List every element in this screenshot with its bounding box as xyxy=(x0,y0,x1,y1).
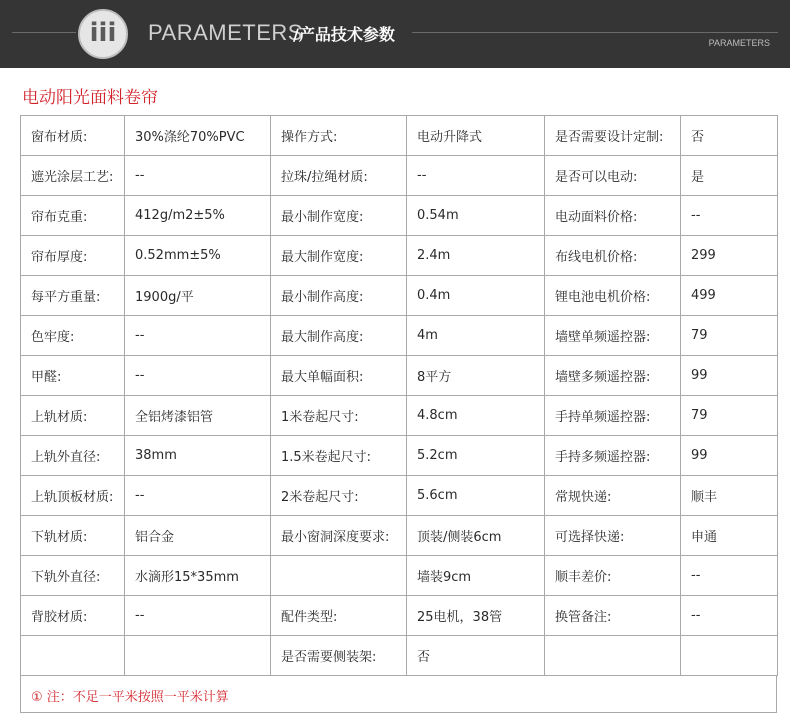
param-label: 锂电池电机价格: xyxy=(545,276,681,316)
param-label: 最大制作高度: xyxy=(271,316,407,356)
param-label: 2米卷起尺寸: xyxy=(271,476,407,516)
param-label: 1.5米卷起尺寸: xyxy=(271,436,407,476)
param-label: 上轨材质: xyxy=(21,396,125,436)
param-value: -- xyxy=(407,156,545,196)
header-divider-left xyxy=(12,32,76,33)
table-row xyxy=(21,396,778,436)
param-label: 最小制作宽度: xyxy=(271,196,407,236)
table-row xyxy=(21,156,778,196)
param-value: 99 xyxy=(681,436,778,476)
param-value xyxy=(681,636,778,676)
param-value: 否 xyxy=(407,636,545,676)
param-value: 2.4m xyxy=(407,236,545,276)
param-label: 下轨材质: xyxy=(21,516,125,556)
param-value: -- xyxy=(125,476,271,516)
table-row xyxy=(21,116,778,156)
param-value: -- xyxy=(681,196,778,236)
param-label xyxy=(21,636,125,676)
param-value: 0.4m xyxy=(407,276,545,316)
param-value: 墙装9cm xyxy=(407,556,545,596)
param-value: 0.54m xyxy=(407,196,545,236)
param-label: 背胶材质: xyxy=(21,596,125,636)
parameters-table xyxy=(20,115,778,676)
param-value: 电动升降式 xyxy=(407,116,545,156)
param-label: 墙壁单频遥控器: xyxy=(545,316,681,356)
param-value: 顶装/侧装6cm xyxy=(407,516,545,556)
param-label: 最小制作高度: xyxy=(271,276,407,316)
table-row xyxy=(21,276,778,316)
table-row xyxy=(21,636,778,676)
param-value: 25电机，38管 xyxy=(407,596,545,636)
param-label: 是否需要设计定制: xyxy=(545,116,681,156)
note-box xyxy=(20,675,777,713)
param-value: -- xyxy=(125,156,271,196)
param-value xyxy=(125,636,271,676)
param-value: 是 xyxy=(681,156,778,196)
param-label: 每平方重量: xyxy=(21,276,125,316)
param-value: 299 xyxy=(681,236,778,276)
param-label: 可选择快递: xyxy=(545,516,681,556)
param-label: 上轨外直径: xyxy=(21,436,125,476)
param-label: 布线电机价格: xyxy=(545,236,681,276)
header-title-cn: /产品技术参数 xyxy=(293,25,395,44)
param-value: 499 xyxy=(681,276,778,316)
table-row xyxy=(21,596,778,636)
param-label: 帘布克重: xyxy=(21,196,125,236)
param-label: 换管备注: xyxy=(545,596,681,636)
table-row xyxy=(21,556,778,596)
table-row xyxy=(21,316,778,356)
param-label: 甲醛: xyxy=(21,356,125,396)
param-label: 最大制作宽度: xyxy=(271,236,407,276)
param-label: 上轨顶板材质: xyxy=(21,476,125,516)
param-label: 最大单幅面积: xyxy=(271,356,407,396)
param-label: 电动面料价格: xyxy=(545,196,681,236)
param-label: 遮光涂层工艺: xyxy=(21,156,125,196)
param-value: 79 xyxy=(681,316,778,356)
param-value: 铝合金 xyxy=(125,516,271,556)
param-label: 帘布厚度: xyxy=(21,236,125,276)
table-row xyxy=(21,356,778,396)
header-badge-text: iii xyxy=(89,18,117,48)
param-value: 4m xyxy=(407,316,545,356)
param-label: 拉珠/拉绳材质: xyxy=(271,156,407,196)
param-value: 5.2cm xyxy=(407,436,545,476)
param-label: 配件类型: xyxy=(271,596,407,636)
table-row xyxy=(21,236,778,276)
param-label: 下轨外直径: xyxy=(21,556,125,596)
param-value: 5.6cm xyxy=(407,476,545,516)
table-row xyxy=(21,196,778,236)
table-row xyxy=(21,516,778,556)
param-label xyxy=(271,556,407,596)
param-value: 全铝烤漆铝管 xyxy=(125,396,271,436)
param-value: 79 xyxy=(681,396,778,436)
param-value: 否 xyxy=(681,116,778,156)
param-value: 99 xyxy=(681,356,778,396)
param-value: 8平方 xyxy=(407,356,545,396)
header-tag: PARAMETERS xyxy=(708,38,770,48)
param-label: 手持单频遥控器: xyxy=(545,396,681,436)
product-title: 电动阳光面料卷帘 xyxy=(22,88,158,108)
param-label: 是否需要侧装架: xyxy=(271,636,407,676)
param-label xyxy=(545,636,681,676)
table-row xyxy=(21,436,778,476)
header-title-en: PARAMETERS xyxy=(148,20,303,45)
param-value: 0.52mm±5% xyxy=(125,236,271,276)
param-value: 4.8cm xyxy=(407,396,545,436)
param-label: 最小窗洞深度要求: xyxy=(271,516,407,556)
param-label: 操作方式: xyxy=(271,116,407,156)
header-badge-icon xyxy=(78,9,128,59)
param-value: 水滴形15*35mm xyxy=(125,556,271,596)
param-value: 412g/m2±5% xyxy=(125,196,271,236)
param-value: -- xyxy=(125,316,271,356)
param-label: 常规快递: xyxy=(545,476,681,516)
param-label: 手持多频遥控器: xyxy=(545,436,681,476)
note-text: ① 注：不足一平米按照一平米计算 xyxy=(31,690,229,705)
param-label: 窗布材质: xyxy=(21,116,125,156)
param-value: -- xyxy=(125,356,271,396)
param-label: 顺丰差价: xyxy=(545,556,681,596)
param-value: 38mm xyxy=(125,436,271,476)
param-label: 色牢度: xyxy=(21,316,125,356)
param-value: 申通 xyxy=(681,516,778,556)
header-banner xyxy=(0,0,790,68)
param-value: 1900g/平 xyxy=(125,276,271,316)
param-value: -- xyxy=(125,596,271,636)
header-divider-right xyxy=(412,32,778,33)
param-value: 顺丰 xyxy=(681,476,778,516)
table-row xyxy=(21,476,778,516)
param-label: 1米卷起尺寸: xyxy=(271,396,407,436)
param-value: -- xyxy=(681,596,778,636)
param-value: -- xyxy=(681,556,778,596)
param-label: 是否可以电动: xyxy=(545,156,681,196)
param-value: 30%涤纶70%PVC xyxy=(125,116,271,156)
param-label: 墙壁多频遥控器: xyxy=(545,356,681,396)
